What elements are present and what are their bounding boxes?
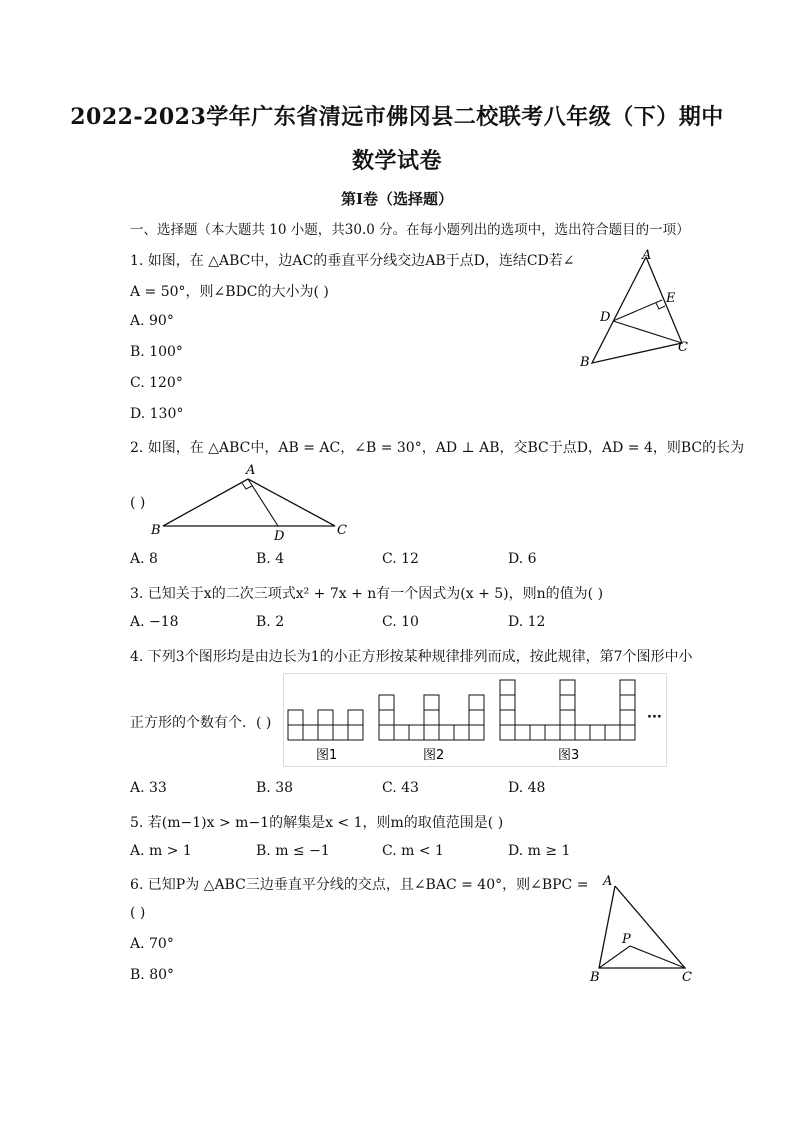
q1-option-d[interactable]: D. 130°: [130, 406, 184, 422]
q4-option-b[interactable]: B. 38: [256, 780, 294, 796]
q3-option-a[interactable]: A. −18: [130, 614, 179, 630]
instructions: 一、选择题（本大题共 10 小题，共30.0 分。在每小题列出的选项中，选出符合题目的一项）: [130, 222, 690, 238]
q6-label-b: B: [590, 970, 600, 985]
q3-option-b[interactable]: B. 2: [256, 614, 285, 630]
q6-label-c: C: [682, 970, 692, 985]
q4-option-d[interactable]: D. 48: [508, 780, 546, 796]
q3-option-d[interactable]: D. 12: [508, 614, 546, 630]
q4-caption-1: 图1: [316, 748, 338, 763]
q2-triangle-figure: [145, 460, 365, 545]
q5-option-c[interactable]: C. m < 1: [382, 843, 444, 859]
section-heading: 第Ⅰ卷（选择题）: [340, 190, 454, 208]
q1-option-b[interactable]: B. 100°: [130, 344, 183, 360]
q5-option-b[interactable]: B. m ≤ −1: [256, 843, 330, 859]
q1-label-a: A: [642, 248, 652, 263]
q4-stem-line1: 4. 下列3个图形均是由边长为1的小正方形按某种规律排列而成，按此规律，第7个图形中小: [130, 649, 693, 665]
q2-stem-line2: ( ): [130, 495, 146, 511]
q6-stem-line2: ( ): [130, 905, 146, 921]
q1-triangle-figure: [570, 245, 700, 370]
q1-stem-line1: 1. 如图，在 △ABC中，边AC的垂直平分线交边AB于点D，连结CD若∠: [130, 253, 575, 269]
q4-square-pattern-figure: [283, 673, 668, 768]
q2-label-a: A: [246, 463, 256, 478]
q2-option-d[interactable]: D. 6: [508, 551, 537, 567]
q6-stem-line1: 6. 已知P为 △ABC三边垂直平分线的交点，且∠BAC = 40°，则∠BPC =: [130, 877, 589, 893]
q1-label-d: D: [600, 310, 611, 325]
q6-option-a[interactable]: A. 70°: [130, 936, 174, 952]
q4-option-a[interactable]: A. 33: [130, 780, 167, 796]
q4-ellipsis: ···: [647, 710, 662, 725]
q3-option-c[interactable]: C. 10: [382, 614, 419, 630]
q1-label-b: B: [580, 355, 590, 370]
q2-option-b[interactable]: B. 4: [256, 551, 285, 567]
q6-triangle-figure: [585, 868, 700, 988]
q2-label-b: B: [151, 523, 161, 538]
q6-label-p: P: [622, 932, 631, 947]
q5-option-d[interactable]: D. m ≥ 1: [508, 843, 571, 859]
q6-option-b[interactable]: B. 80°: [130, 967, 175, 983]
q2-option-a[interactable]: A. 8: [130, 551, 158, 567]
q6-label-a: A: [603, 874, 613, 889]
q4-caption-3: 图3: [558, 748, 580, 763]
q2-stem-line1: 2. 如图，在 △ABC中，AB = AC，∠B = 30°，AD ⊥ AB，交BC于点D，AD = 4，则BC的长为: [130, 440, 745, 456]
q2-label-d: D: [274, 529, 285, 544]
q4-stem-line2: 正方形的个数有个．( ): [130, 715, 272, 731]
q2-label-c: C: [337, 523, 347, 538]
q1-option-a[interactable]: A. 90°: [130, 313, 174, 329]
q3-stem: 3. 已知关于x的二次三项式x² + 7x + n有一个因式为(x + 5)，则n的值为( ): [130, 586, 604, 602]
q1-label-e: E: [666, 291, 676, 306]
q1-option-c[interactable]: C. 120°: [130, 375, 183, 391]
q2-option-c[interactable]: C. 12: [382, 551, 419, 567]
q5-stem: 5. 若(m−1)x > m−1的解集是x < 1，则m的取值范围是( ): [130, 815, 504, 831]
q5-option-a[interactable]: A. m > 1: [130, 843, 192, 859]
title-line-2: 数学试卷: [351, 148, 442, 174]
q4-caption-2: 图2: [423, 748, 445, 763]
q1-stem-line2: A = 50°，则∠BDC的大小为( ): [130, 284, 329, 300]
q4-option-c[interactable]: C. 43: [382, 780, 419, 796]
q1-label-c: C: [678, 340, 688, 355]
title-line-1: 2022-2023学年广东省清远市佛冈县二校联考八年级（下）期中: [70, 104, 724, 130]
